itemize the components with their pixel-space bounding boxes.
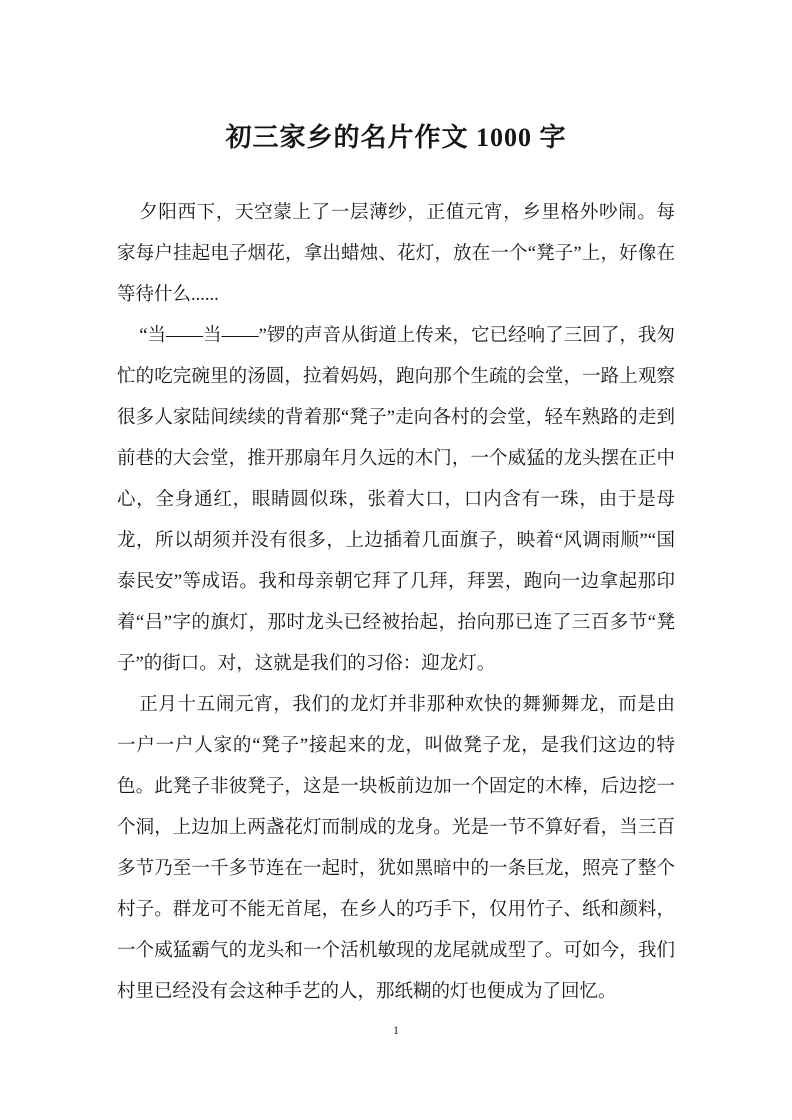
- document-content: [117, 0, 675, 1013]
- paragraph-1: 夕阳西下，天空蒙上了一层薄纱，正值元宵，乡里格外吵闹。每家每户挂起电子烟花，拿出蜡烛、花灯，放在一个“凳子”上，好像在等待什么......: [117, 203, 675, 305]
- paragraph-3: 正月十五闹元宵，我们的龙灯并非那种欢快的舞狮舞龙，而是由一户一户人家的“凳子”接起来的龙，叫做凳子龙，是我们这边的特色。此凳子非彼凳子，这是一块板前边加一个固定的木棒，后边挖一个洞，上边加上两盏花灯而制成的龙身。光是一节不算好看，当三百多节乃至一千多节连在一起时，犹如黑暗中的一条巨龙，照亮了整个村子。群龙可不能无首尾，在乡人的巧手下，仅用竹子、纸和颜料，一个威猛霸气的龙头和一个活机敏现的龙尾就成型了。可如今，我们村里已经没有会这种手艺的人，那纸糊的灯也便成为了回忆。: [117, 695, 675, 1002]
- page-number: 1: [393, 1023, 399, 1037]
- document-title: 初三家乡的名片作文 1000 字: [225, 123, 567, 152]
- document-body: [117, 193, 675, 1013]
- paragraph-2: “当——当——”锣的声音从街道上传来，它已经响了三回了，我匆忙的吃完碗里的汤圆，拉着妈妈，跑向那个生疏的会堂，一路上观察很多人家陆间续续的背着那“凳子”走向各村的会堂，轻车熟路的走到前巷的大会堂，推开那扇年月久远的木门，一个威猛的龙头摆在正中心，全身通红，眼睛圆似珠，张着大口，口内含有一珠，由于是母龙，所以胡须并没有很多，上边插着几面旗子，映着“风调雨顺”“国泰民安”等成语。我和母亲朝它拜了几拜，拜罢，跑向一边拿起那印着“吕”字的旗灯，那时龙头已经被抬起，抬向那已连了三百多节“凳子”的街口。对，这就是我们的习俗：迎龙灯。: [117, 326, 675, 674]
